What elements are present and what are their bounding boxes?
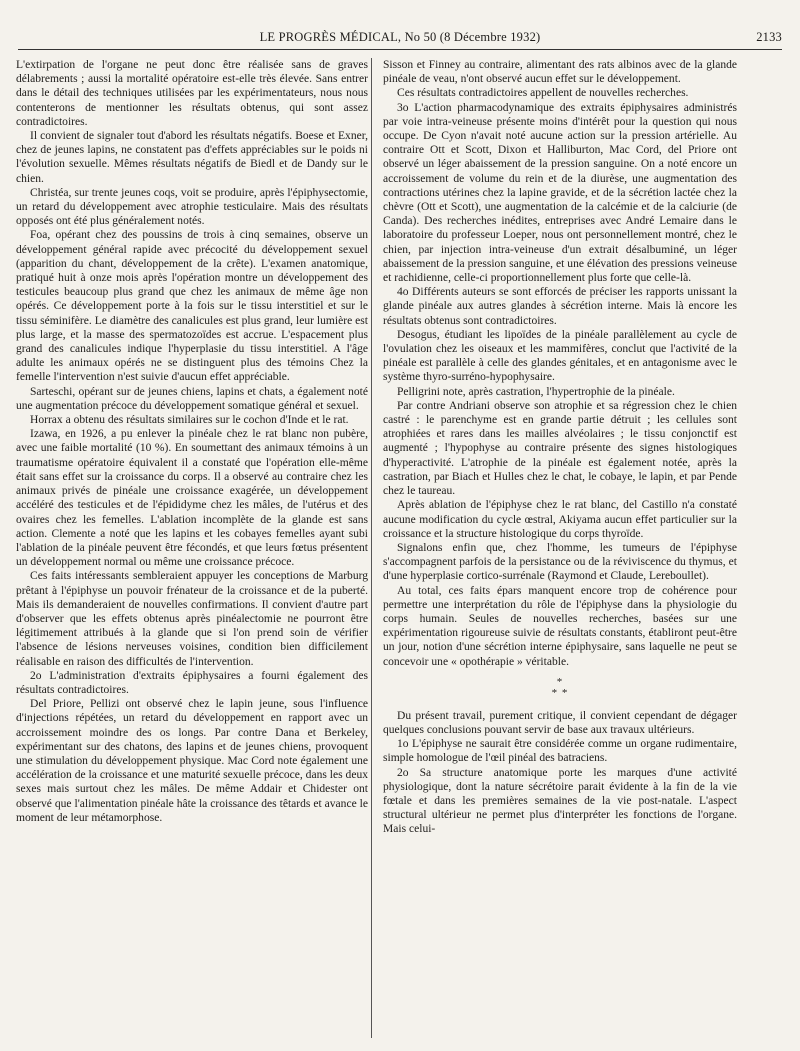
- paragraph: Del Priore, Pellizi ont observé chez le lapin jeune, sous l'influence d'injections répétées, un retard du développement en rapport avec un accroissement moindre des os longs. Par contre Dana et Berkeley, expérimentant sur des chatons, des lapins et de jeunes chiens, provoquent une stimulation du développement physique. Mac Cord note également une accélération de la croissance et une maturité sexuelle précoce, dans les deux sexes mais surtout chez les mâles. De même Addair et Chidester ont observé que l'alimentation pinéale hâte la croissance des têtards et avance le moment de leur métamorphose.: [16, 698, 368, 824]
- paragraph: Pelligrini note, après castration, l'hypertrophie de la pinéale.: [397, 385, 675, 398]
- paragraph: Sisson et Finney au contraire, alimentant des rats albinos avec de la glande pinéale de veau, n'ont observé aucun effet sur le développement.: [383, 59, 737, 86]
- paragraph: Christéa, sur trente jeunes coqs, voit se produire, après l'épiphysectomie, un retard du développement avec atrophie testiculaire. Mais des résultats opposés ont été plus généralement notés.: [16, 186, 368, 228]
- paragraph: 1o L'épiphyse ne saurait être considérée comme un organe rudimentaire, simple homologue de l'œil pinéal des batraciens.: [383, 738, 737, 765]
- paragraph: L'extirpation de l'organe ne peut donc être réalisée sans de graves délabrements ; aussi la mortalité opératoire est-elle très élevée. Sans entrer dans le détail des techniques utilisées par les expérimentateurs, nous nous contenterons de mentionner les résultats obtenus, qui sont assez contradictoires.: [16, 59, 368, 128]
- paragraph: Au total, ces faits épars manquent encore trop de cohérence pour permettre une interprétation du rôle de l'épiphyse dans la physiologie du corps humain. Seules de nouvelles recherches, basées sur une expérimentation rigoureuse suivie de résultats constants, établiront peut-être un jour, notion d'une sécrétion interne épiphysaire, sans laquelle ne peut se concevoir une « opothérapie » véritable.: [383, 584, 737, 668]
- paragraph: Foa, opérant chez des poussins de trois à cinq semaines, observe un développement général rapide avec précocité du développement sexuel (apparition du chant, développement de la crête). L'examen anatomique, pratiqué huit à onze mois après l'opération montre un développement des testicules beaucoup plus grand que chez les animaux de même âge non opérés. Ce développement porte à la fois sur le tissu interstitiel et sur le tissu séminifère. Le diamètre des canalicules est plus grand, leur lumière est plus large, et la masse des spermatozoïdes est accrue. L'espacement plus grand des canalicules indique l'hyperplasie du tissu interstitiel. A l'âge adulte les animaux opérés ne se distinguent plus des témoins Chez la femelle l'intervention n'est suivie d'aucun effet appréciable.: [16, 229, 368, 384]
- paragraph: Ces résultats contradictoires appellent de nouvelles recherches.: [397, 87, 689, 100]
- paragraph: Par contre Andriani observe son atrophie et sa régression chez le chien castré : le parenchyme est en grande partie détruit ; les cellules sont atrophiées et rares dans les mailles alvéolaires ; le tissu conjonctif est augmenté ; l'hypophyse au contraire présente des signes histologiques d'hyperactivité. L'atrophie de la pinéale est également notée, après la castration, par Biach et Hulles chez le chat, le cobaye, le lapin, et par Pende chez le taureau.: [383, 399, 737, 498]
- paragraph: 2o Sa structure anatomique porte les marques d'une activité physiologique, dont la nature sécrétoire parait évidente à la fin de la vie fœtale et dans les premières semaines de la vie post-natale. L'aspect structural ultérieur ne permet plus d'interpréter les fonctions de l'organe. Mais celui-: [383, 766, 737, 836]
- paragraph: 2o L'administration d'extraits épiphysaires a fourni également des résultats contradictoires.: [16, 669, 368, 696]
- paragraph: Izawa, en 1926, a pu enlever la pinéale chez le rat blanc non pubère, avec une faible mortalité (10 %). En soumettant des animaux témoins à un traumatisme opératoire équivalent il a constaté que l'opération elle-même était sans effet sur la croissance du corps. Il a observé au contraire chez les animaux privés de pinéale une croissance exagérée, un développement accéléré des testicules et de l'épididyme chez les mâles, de l'utérus et des ovaires chez les femelles. L'ablation incomplète de la glande est sans action. Clemente a noté que les lapins et les cobayes femelles ayant subi l'ablation de la pinéale peuvent être fécondés, et que leurs fœtus présentent un développement normal ou même une croissance précoce.: [16, 428, 368, 569]
- header-rule: [18, 49, 782, 50]
- left-column: [16, 58, 368, 1043]
- right-column: [383, 58, 737, 1043]
- section-break-asterisks: [383, 677, 737, 699]
- paragraph: Il convient de signaler tout d'abord les résultats négatifs. Boese et Exner, chez de jeunes lapins, ne constatent pas d'effets appréciables sur le poids ni l'évolution sexuelle. Mêmes résultats négatifs de Biedl et de Dandy sur le chien.: [16, 130, 368, 185]
- column-divider: [371, 58, 372, 1038]
- paragraph: Signalons enfin que, chez l'homme, les tumeurs de l'épiphyse s'accompagnent parfois de la persistance ou de la réviviscence du thymus, et d'une hyperplasie cortico-surrénale (Raymond et Claude, Lereboullet).: [383, 541, 737, 583]
- paragraph: 3o L'action pharmacodynamique des extraits épiphysaires administrés par voie intra-veineuse présente moins d'intérêt pour la question qui nous occupe. De Cyon n'avait noté aucune action sur la pression artérielle. Au contraire Ott et Scott, Dixon et Halliburton, Mac Cord, del Priore ont observé un léger abaissement de la pression sanguine. On a noté encore un accroissement de volume du rein et de la diurèse, une augmentation des contractions utérines chez la lapine gravide, et de la sécrétion lactée chez la chèvre (Ott et Scott), une augmentation de la calcémie et de la calciurie (de Canda). Des recherches inédites, entreprises avec André Lemaire dans le laboratoire du professeur Loeper, nous ont personnellement montré, chez le chien, par injection intra-veineuse d'un extrait désalbuminé, un léger abaissement de la pression sanguine, et une élévation des pressions veineuse et rachidienne, celle-ci proportionnellement plus forte que celle-là.: [383, 101, 737, 285]
- paragraph: Sarteschi, opérant sur de jeunes chiens, lapins et chats, a également noté une augmentation précoce du développement somatique général et sexuel.: [16, 385, 368, 412]
- page-number: 2133: [756, 30, 782, 44]
- asterism-bottom: * *: [551, 686, 569, 699]
- paragraph: Après ablation de l'épiphyse chez le rat blanc, del Castillo n'a constaté aucune modification du cycle œstral, Akiyama aucun effet particulier sur la croissance et la structure histologique du corps thyroïde.: [383, 499, 737, 540]
- running-header: [18, 30, 782, 50]
- paragraph: Desogus, étudiant les lipoïdes de la pinéale parallèlement au cycle de l'ovulation chez les oiseaux et les mammifères, conclut que l'activité de la pinéale est parallèle à celle des glandes génitales, et en antagonisme avec le système thyro-surréno-hypophysaire.: [383, 328, 737, 384]
- paragraph: Horrax a obtenu des résultats similaires sur le cochon d'Inde et le rat.: [30, 414, 349, 427]
- paragraph: Ces faits intéressants sembleraient appuyer les conceptions de Marburg prêtant à l'épiphyse un pouvoir frénateur de la croissance et de la puberté. Mais ils demanderaient de nouvelles confirmations. Il convient d'autre part d'observer que les effets obtenus après pinéalectomie ne pourront être légitimement attribués à la glande que si l'on prend soin de vérifier l'absence de lésions nerveuses voisines, condition bien difficilement réalisable en raison des difficultés de l'intervention.: [16, 570, 368, 668]
- paragraph: 4o Différents auteurs se sont efforcés de préciser les rapports unissant la glande pinéale aux autres glandes à sécrétion interne. Mais là encore les résultats obtenus sont contradictoires.: [383, 286, 737, 327]
- asterism-top: *: [556, 675, 564, 688]
- running-title: LE PROGRÈS MÉDICAL, No 50 (8 Décembre 1932): [259, 30, 541, 44]
- paragraph: Du présent travail, purement critique, il convient cependant de dégager quelques conclusions pouvant servir de base aux travaux ultérieurs.: [383, 709, 737, 736]
